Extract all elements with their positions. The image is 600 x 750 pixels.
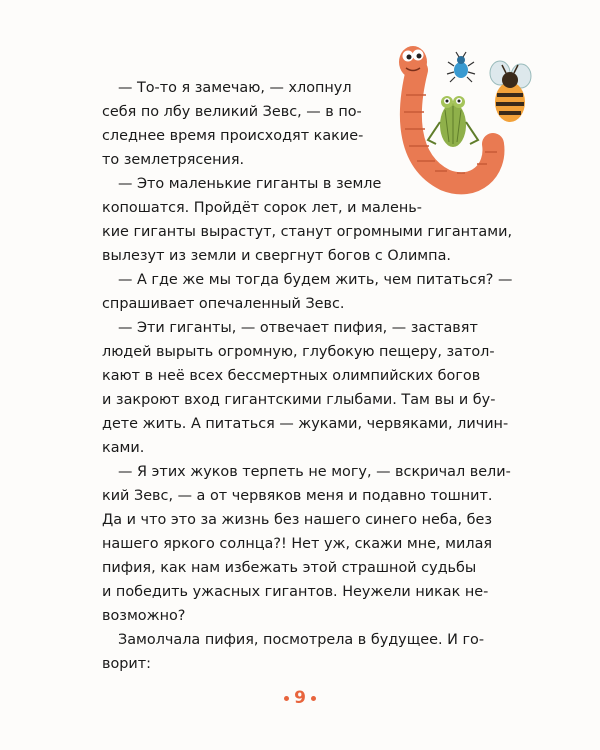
- text-line: людей вырыть огромную, глубокую пещеру, затол-: [102, 344, 495, 360]
- bee-icon: [490, 61, 531, 122]
- text-line: пифия, как нам избежать этой страшной судьбы: [102, 560, 477, 576]
- text-line: и победить ужасных гигантов. Неужели никак не-: [102, 584, 489, 600]
- text-line: — А где же мы тогда будем жить, чем питаться? —: [118, 272, 513, 288]
- text-line: — Эти гиганты, — отвечает пифия, — заставят: [118, 320, 478, 336]
- text-line: спрашивает опечаленный Зевс.: [102, 296, 345, 312]
- text-line: кие гиганты вырастут, станут огромными гигантами,: [102, 224, 513, 240]
- page-number: [0, 688, 600, 708]
- text-line: и закроют вход гигантскими глыбами. Там вы и бу-: [102, 392, 496, 408]
- beetle-icon: [447, 52, 475, 82]
- text-line: — То-то я замечаю, — хлопнул: [118, 80, 352, 96]
- grasshopper-icon: [428, 96, 478, 147]
- dot-right-icon: [311, 696, 316, 701]
- text-line: возможно?: [102, 608, 186, 624]
- text-line: кий Зевс, — а от червяков меня и подавно тошнит.: [102, 488, 493, 504]
- text-line: — Я этих жуков терпеть не могу, — вскричал вели-: [118, 464, 511, 480]
- text-line: Замолчала пифия, посмотрела в будущее. И го-: [118, 632, 485, 648]
- text-line: дете жить. А питаться — жуками, червяками, личин-: [102, 416, 509, 432]
- text-line: следнее время происходят какие-: [102, 128, 364, 144]
- insects-illustration: [385, 40, 540, 200]
- text-line: себя по лбу великий Зевс, — в по-: [102, 104, 362, 120]
- text-line: — Это маленькие гиганты в земле: [118, 176, 382, 192]
- page-number-value: 9: [294, 688, 306, 708]
- text-line: вылезут из земли и свергнут богов с Олимпа.: [102, 248, 451, 264]
- text-line: кают в неё всех бессмертных олимпийских богов: [102, 368, 481, 384]
- text-line: ворит:: [102, 656, 152, 672]
- text-line: копошатся. Пройдёт сорок лет, и малень-: [102, 200, 422, 216]
- text-line: ками.: [102, 440, 145, 456]
- text-line: нашего яркого солнца?! Нет уж, скажи мне, милая: [102, 536, 493, 552]
- text-line: то землетрясения.: [102, 152, 245, 168]
- text-line: Да и что это за жизнь без нашего синего неба, без: [102, 512, 493, 528]
- dot-left-icon: [284, 696, 289, 701]
